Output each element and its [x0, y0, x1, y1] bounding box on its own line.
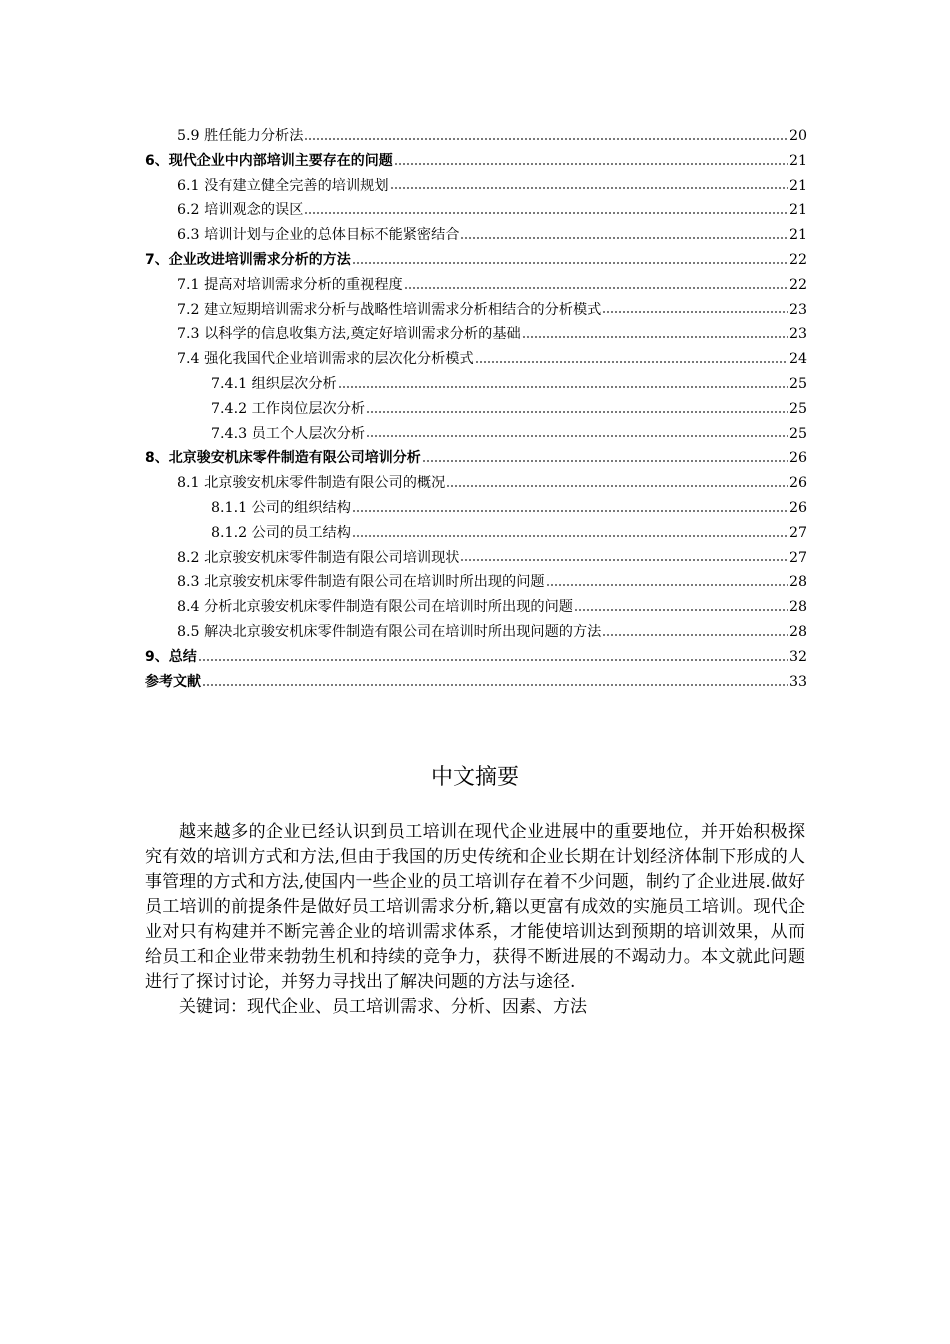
toc-title: 7.4 强化我国代企业培训需求的层次化分析模式	[177, 351, 474, 368]
toc-page-number: 21	[788, 177, 807, 194]
toc-page-number: 26	[788, 499, 807, 516]
toc-page-number: 28	[788, 599, 807, 616]
toc-page-number: 20	[788, 128, 807, 144]
toc-row[interactable]	[145, 522, 807, 547]
toc-page-number: 26	[788, 475, 807, 492]
toc-page-number: 28	[788, 623, 807, 640]
abstract-section	[145, 820, 805, 1020]
toc-leader	[352, 501, 788, 515]
toc-leader	[352, 526, 788, 540]
toc-row[interactable]	[145, 249, 807, 274]
table-of-contents	[145, 125, 807, 695]
toc-row[interactable]	[145, 472, 807, 497]
toc-row[interactable]	[145, 224, 807, 249]
toc-title: 7.4.1 组织层次分析	[211, 375, 337, 392]
toc-page-number: 27	[788, 549, 807, 566]
toc-row[interactable]	[145, 299, 807, 324]
toc-title: 7、企业改进培训需求分析的方法	[145, 251, 351, 268]
toc-leader	[366, 426, 788, 440]
toc-leader	[574, 600, 788, 614]
abstract-body: 越来越多的企业已经认识到员工培训在现代企业进展中的重要地位，并开始积极探究有效的培训方式和方法,但由于我国的历史传统和企业长期在计划经济体制下形成的人事管理的方式和方法,使国内一些企业的员工培训存在着不少问题，制约了企业进展.做好员工培训的前提条件是做好员工培训需求分析,籍以更富有成效的实施员工培训。现代企业对只有构建并不断完善企业的培训需求体系，才能使培训达到预期的培训效果，从而给员工和企业带来勃勃生机和持续的竞争力，获得不断进展的不竭动力。本文就此问题进行了探讨讨论，并努力寻找出了解决问题的方法与途径.	[145, 822, 805, 992]
toc-row[interactable]	[145, 199, 807, 224]
toc-row[interactable]	[145, 547, 807, 572]
toc-row[interactable]	[145, 348, 807, 373]
toc-leader	[304, 129, 788, 143]
toc-row[interactable]	[145, 150, 807, 175]
toc-title: 6.3 培训计划与企业的总体目标不能紧密结合	[177, 227, 460, 244]
toc-title: 8、北京骏安机床零件制造有限公司培训分析	[145, 450, 421, 467]
toc-page-number: 25	[788, 375, 807, 392]
toc-page-number: 28	[788, 574, 807, 591]
toc-title: 7.4.2 工作岗位层次分析	[211, 400, 366, 417]
toc-leader	[422, 451, 788, 465]
abstract-heading: 中文摘要	[430, 765, 519, 790]
toc-leader	[352, 253, 788, 267]
toc-title: 6.1 没有建立健全完善的培训规划	[177, 177, 389, 194]
toc-leader	[475, 352, 788, 366]
toc-row[interactable]	[145, 274, 807, 299]
toc-leader	[202, 675, 788, 689]
toc-leader	[602, 302, 788, 316]
toc-leader	[546, 575, 788, 589]
toc-row[interactable]	[145, 571, 807, 596]
toc-title: 8.1.2 公司的员工结构	[211, 524, 351, 541]
toc-leader	[404, 278, 788, 292]
toc-leader	[602, 625, 788, 639]
toc-row[interactable]	[145, 398, 807, 423]
toc-leader	[390, 178, 788, 192]
toc-leader	[394, 154, 788, 168]
toc-row[interactable]	[145, 621, 807, 646]
toc-row[interactable]	[145, 373, 807, 398]
toc-leader	[304, 203, 788, 217]
toc-page-number: 22	[788, 251, 807, 268]
toc-title: 6.2 培训观念的误区	[177, 202, 304, 219]
toc-row[interactable]	[145, 646, 807, 671]
toc-title: 7.3 以科学的信息收集方法,奠定好培训需求分析的基础	[177, 326, 521, 343]
toc-leader	[460, 228, 787, 242]
toc-leader	[446, 476, 788, 490]
toc-row[interactable]	[145, 447, 807, 472]
toc-title: 参考文献	[145, 673, 201, 690]
toc-row[interactable]	[145, 323, 807, 348]
toc-leader	[366, 402, 788, 416]
toc-title: 9、总结	[145, 648, 197, 665]
toc-row[interactable]	[145, 596, 807, 621]
toc-page-number: 32	[788, 648, 807, 665]
toc-page-number: 21	[788, 202, 807, 219]
toc-title: 7.4.3 员工个人层次分析	[211, 425, 366, 442]
toc-title: 8.1.1 公司的组织结构	[211, 499, 351, 516]
toc-page-number: 27	[788, 524, 807, 541]
toc-title: 8.3 北京骏安机床零件制造有限公司在培训时所出现的问题	[177, 574, 545, 591]
toc-title: 5.9 胜任能力分析法	[177, 128, 304, 144]
toc-row[interactable]	[145, 671, 807, 696]
toc-title: 7.1 提高对培训需求分析的重视程度	[177, 276, 403, 293]
toc-page-number: 24	[788, 351, 807, 368]
toc-page-number: 25	[788, 425, 807, 442]
toc-page-number: 26	[788, 450, 807, 467]
toc-leader	[198, 650, 788, 664]
toc-page-number: 22	[788, 276, 807, 293]
toc-page-number: 23	[788, 326, 807, 343]
toc-leader	[522, 327, 788, 341]
toc-page-number: 21	[788, 152, 807, 169]
abstract-keywords: 关键词：现代企业、员工培训需求、分析、因素、方法	[179, 997, 587, 1017]
toc-row[interactable]	[145, 175, 807, 200]
toc-page-number: 21	[788, 227, 807, 244]
toc-row[interactable]	[145, 125, 807, 150]
toc-title: 8.2 北京骏安机床零件制造有限公司培训现状	[177, 549, 460, 566]
toc-title: 8.1 北京骏安机床零件制造有限公司的概况	[177, 475, 446, 492]
toc-row[interactable]	[145, 423, 807, 448]
toc-title: 6、现代企业中内部培训主要存在的问题	[145, 152, 393, 169]
toc-row[interactable]	[145, 497, 807, 522]
toc-title: 7.2 建立短期培训需求分析与战略性培训需求分析相结合的分析模式	[177, 301, 602, 318]
toc-title: 8.4 分析北京骏安机床零件制造有限公司在培训时所出现的问题	[177, 599, 573, 616]
toc-leader	[460, 550, 787, 564]
toc-page-number: 33	[788, 673, 807, 690]
toc-page-number: 23	[788, 301, 807, 318]
toc-page-number: 25	[788, 400, 807, 417]
toc-leader	[338, 377, 788, 391]
toc-title: 8.5 解决北京骏安机床零件制造有限公司在培训时所出现问题的方法	[177, 623, 602, 640]
